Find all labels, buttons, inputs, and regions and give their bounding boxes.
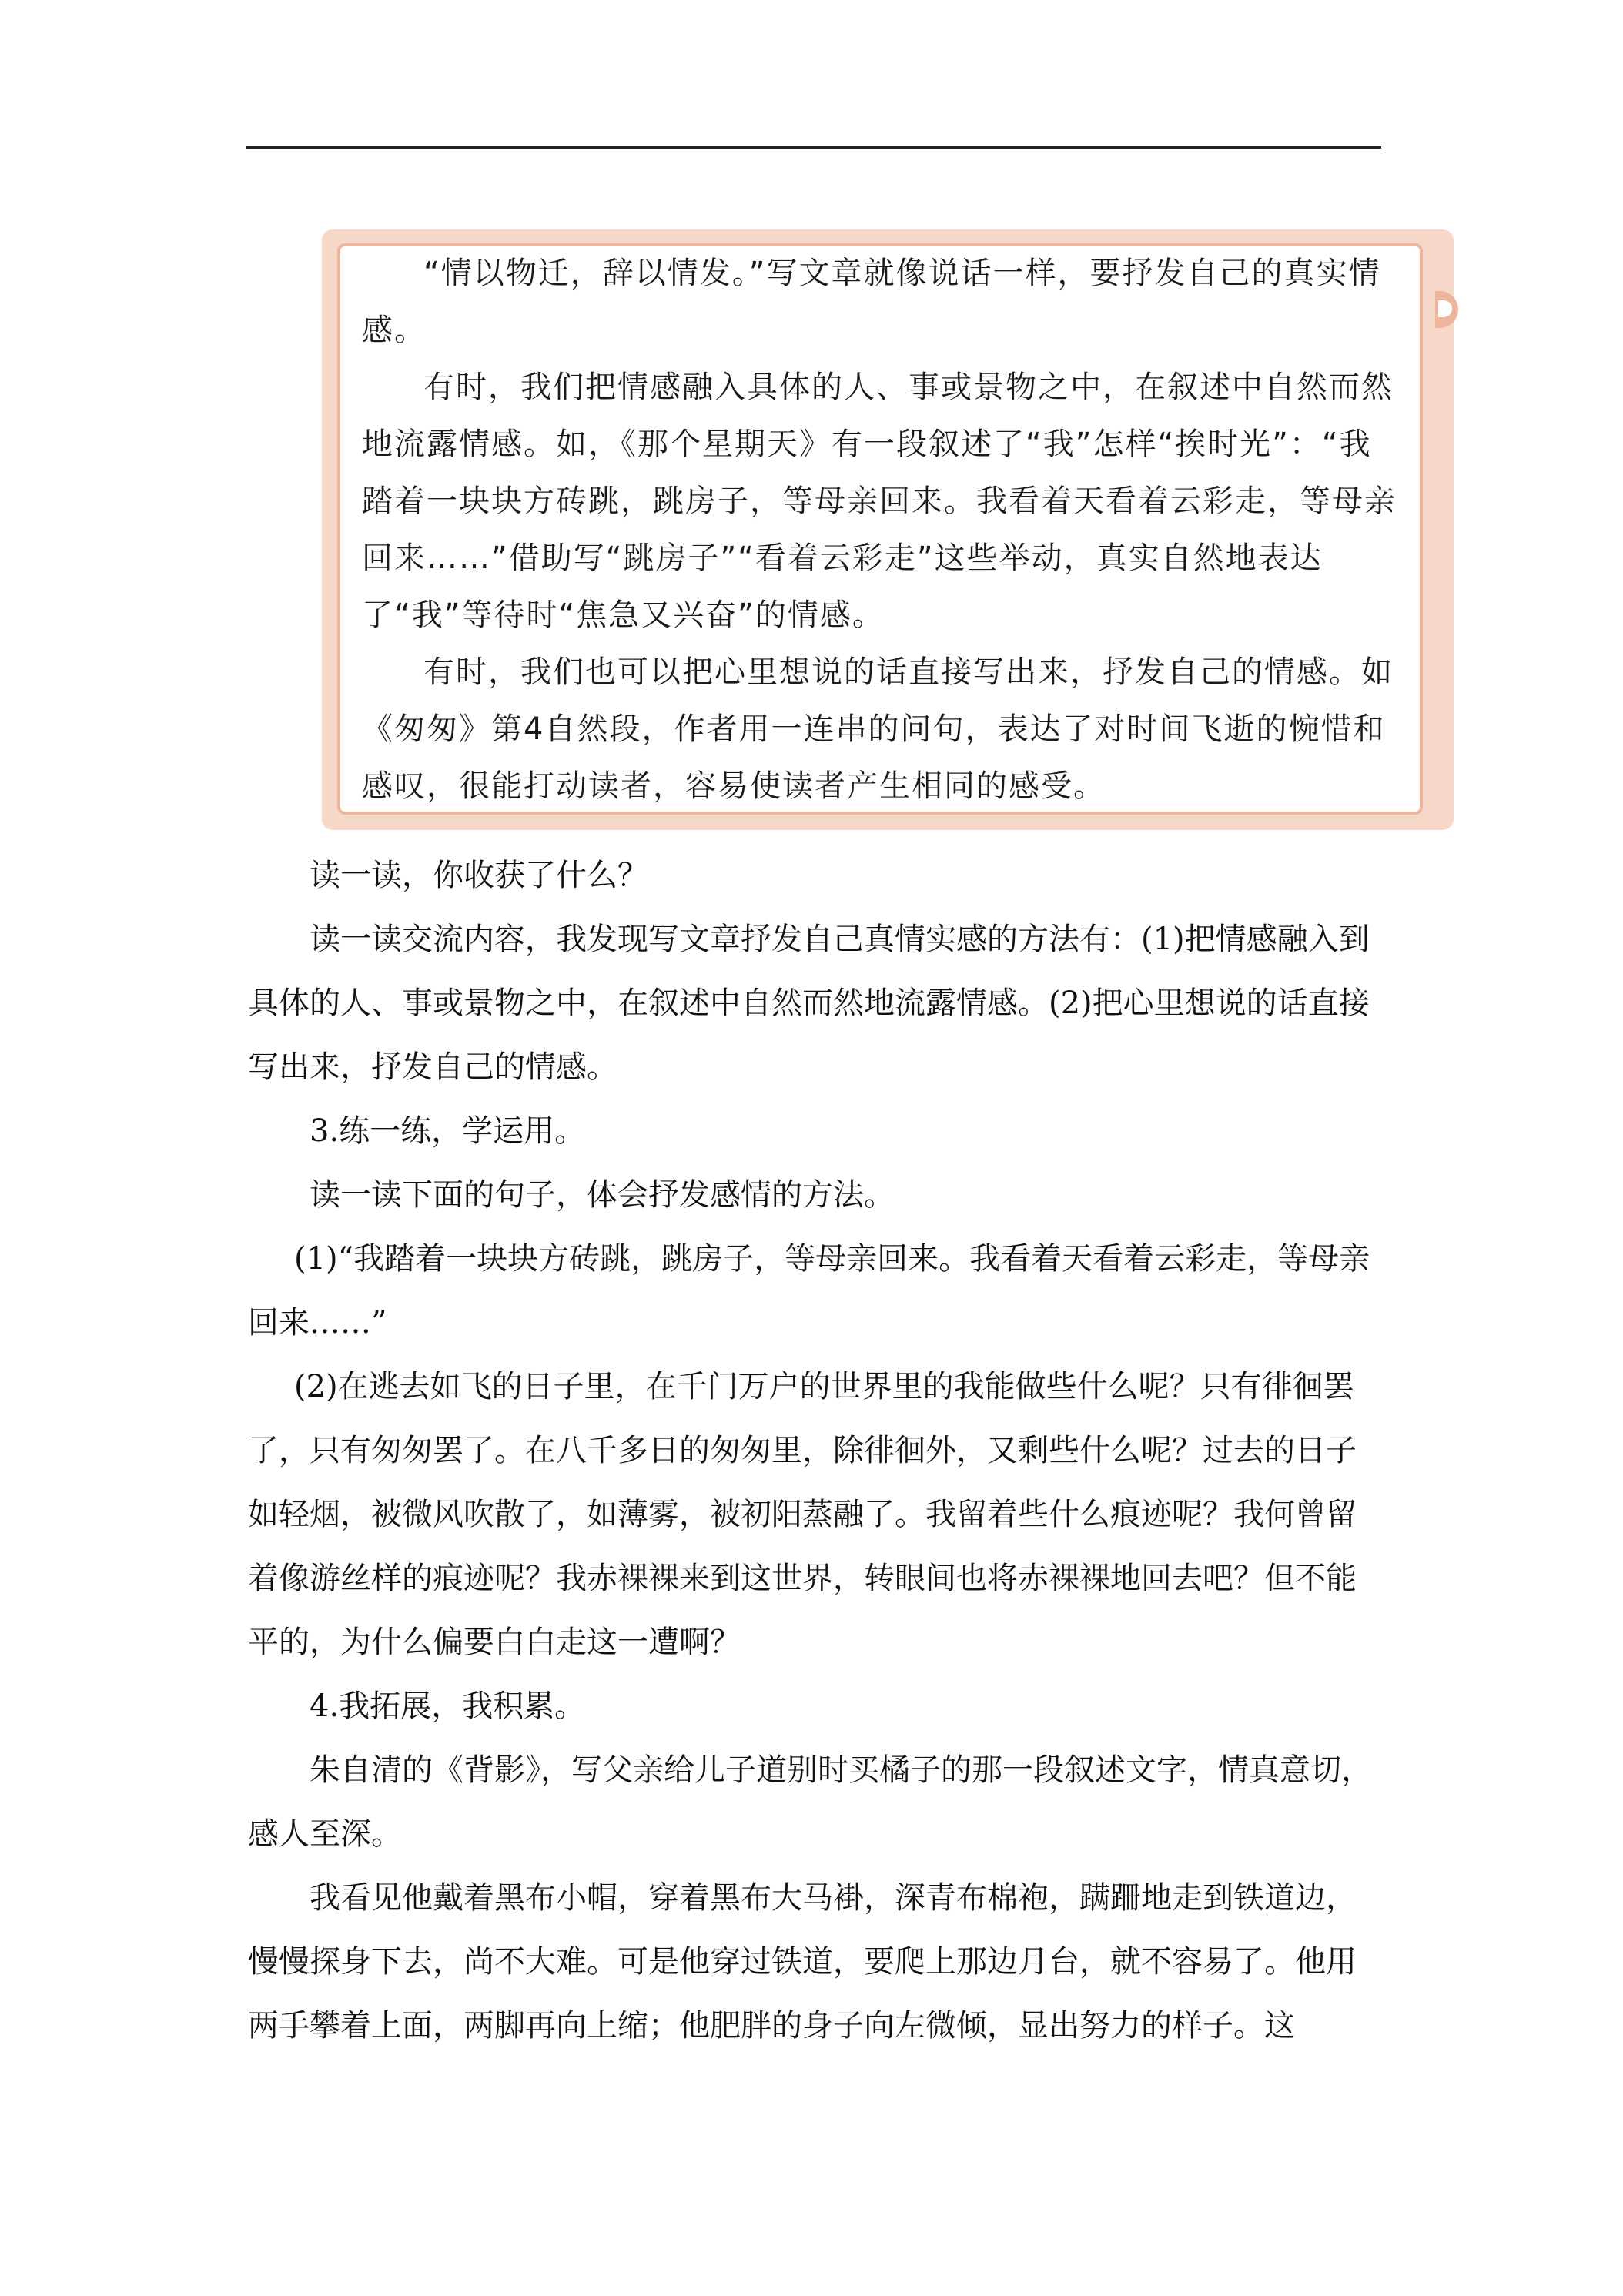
example-2: (2)在逃去如飞的日子里，在千门万户的世界里的我能做些什么呢？只有徘徊罢了，只有匆匆罢了。在八千多日的匆匆里，除徘徊外，又剩些什么呢？过去的日子如轻烟，被微风吹散了，如薄雾，被初阳蒸融了。我留着些什么痕迹呢？我何曾留着像游丝样的痕迹呢？我赤裸裸来到这世界，转眼间也将赤裸裸地回去吧？但不能平的，为什么偏要白白走这一遭啊？ bbox=[248, 1369, 1357, 1660]
section-3-intro: 读一读下面的句子，体会抒发感情的方法。 bbox=[310, 1177, 895, 1213]
answer-1: 读一读交流内容，我发现写文章抒发自己真情实感的方法有：(1)把情感融入到具体的人、事或景物之中，在叙述中自然而然地流露情感。(2)把心里想说的话直接写出来，抒发自己的情感。 bbox=[248, 922, 1370, 1085]
section-3-heading: 3.练一练，学运用。 bbox=[310, 1113, 586, 1149]
section-4-intro: 朱自清的《背影》，写父亲给儿子道别时买橘子的那一段叙述文字，情真意切，感人至深。 bbox=[248, 1752, 1372, 1852]
header-rule bbox=[246, 146, 1381, 149]
question-1: 读一读，你收获了什么？ bbox=[310, 858, 648, 893]
tip-paragraph-1: “情以物迁，辞以情发。”写文章就像说话一样，要抒发自己的真实情感。 bbox=[362, 256, 1381, 348]
section-4-heading: 4.我拓展，我积累。 bbox=[310, 1689, 586, 1724]
tip-box-text bbox=[362, 245, 1401, 815]
tip-box-tab bbox=[1435, 291, 1458, 328]
tip-paragraph-2: 有时，我们把情感融入具体的人、事或景物之中，在叙述中自然而然地流露情感。如，《那个星期天》有一段叙述了“我”怎样“挨时光”：“我踏着一块块方砖跳，跳房子，等母亲回来。我看着天看着云彩走，等母亲回来……”借助写“跳房子”“看着云彩走”这些举动，真实自然地表达了“我”等待时“焦急又兴奋”的情感。 bbox=[362, 370, 1397, 633]
tip-paragraph-3: 有时，我们也可以把心里想说的话直接写出来，抒发自己的情感。如《匆匆》第4自然段，作者用一连串的问句，表达了对时间飞逝的惋惜和感叹，很能打动读者，容易使读者产生相同的感受。 bbox=[362, 654, 1394, 804]
example-1: (1)“我踏着一块块方砖跳，跳房子，等母亲回来。我看着天看着云彩走，等母亲回来……” bbox=[248, 1241, 1370, 1340]
main-content bbox=[248, 844, 1380, 2058]
beiying-quote: 我看见他戴着黑布小帽，穿着黑布大马褂，深青布棉袍，蹒跚地走到铁道边，慢慢探身下去，尚不大难。可是他穿过铁道，要爬上那边月台，就不容易了。他用两手攀着上面，两脚再向上缩；他肥胖的身子向左微倾，显出努力的样子。这 bbox=[248, 1880, 1357, 2043]
